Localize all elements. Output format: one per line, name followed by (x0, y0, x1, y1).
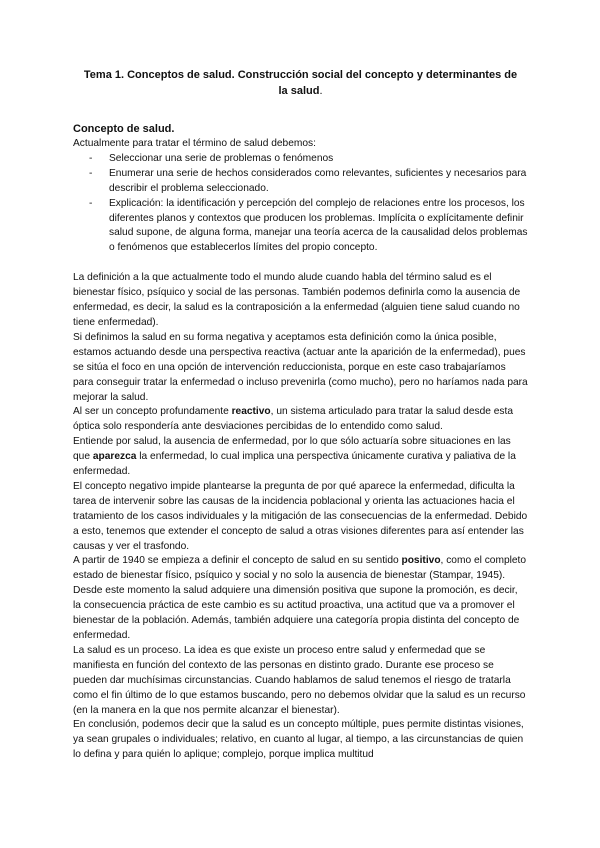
bullet-item (89, 197, 528, 257)
bullet-text: Enumerar una serie de hechos considerados como relevantes, suficientes y necesarios para describir el problema seleccionado. (109, 167, 527, 194)
paragraph-text: Al ser un concepto profundamente (73, 406, 232, 418)
paragraph: La definición a la que actualmente todo el mundo alude cuando habla del término salud es el bienestar físico, psíquico y social de las personas. También podemos definirla como la ausencia de enfermedad, es decir, la salud es la contraposición a la enfermedad (alguien tiene salud cuando no tiene enfermedad). (73, 272, 521, 328)
paragraph-text: A partir de 1940 se empieza a definir el concepto de salud en su sentido (73, 555, 402, 567)
document-title-text: Tema 1. Conceptos de salud. Construcción social del concepto y determinantes de la salud (83, 69, 518, 97)
bullet-item (89, 152, 528, 167)
paragraph-text: Entiende por salud, la ausencia de enfermedad, por lo que sólo actuaría sobre situaciones en las que (73, 436, 511, 463)
bullet-marker: - (89, 197, 93, 209)
section-intro: Actualmente para tratar el término de salud debemos: (73, 138, 316, 149)
bullet-list (73, 152, 528, 256)
paragraph (73, 554, 528, 643)
emphasis-aparezca: aparezca (92, 451, 137, 463)
spacer (73, 256, 528, 271)
paragraph: En conclusión, podemos decir que la salud es un concepto múltiple, pues permite distintas visiones, ya sean grupales o individuales; relativo, en cuanto al lugar, al tiempo, a las circunstancias de quien lo defina y para quién lo aplique; complejo, porque implica multitud (73, 719, 524, 761)
document-title-period: . (319, 84, 323, 97)
document-title (73, 68, 528, 99)
paragraph (73, 435, 528, 480)
paragraph: La salud es un proceso. La idea es que existe un proceso entre salud y enfermedad que se manifiesta en función del contexto de las personas en distinto grado. Durante ese proceso se pueden dar muchísimas circunstancias. Cuando hablamos de salud tenemos el riesgo de tratarla como el fin último de lo que estamos buscando, pero no debemos olvidar que la salud es un recurso (en la manera en la que nos permite alcanzar el bienestar). (73, 644, 526, 716)
section-heading: Concepto de salud. (73, 123, 175, 135)
paragraph: Si definimos la salud en su forma negativa y aceptamos esta definición como la única posible, estamos actuando desde una perspectiva reactiva (actuar ante la aparición de la enfermedad), pues se sitúa el foco en una opción de intervención reduccionista, porque en este caso trabajaríamos para conseguir tratar la enfermedad o incluso prevenirla (como mucho), pero no haríamos nada para mejorar la salud. (73, 331, 528, 403)
paragraph (73, 405, 528, 435)
bullet-text: Seleccionar una serie de problemas o fenómenos (109, 152, 334, 164)
emphasis-reactivo: reactivo (231, 406, 271, 418)
paragraph-text: , como el completo estado de bienestar físico, psíquico y social y no solo la ausencia de bienestar (Stampar, 1945). Desde este momento la salud adquiere una dimensión positiva que supone la promoción, es decir, la consecuencia práctica de este cambio es su actitud proactiva, una actitud que va a promover el bienestar de la población. Además, también adquiere una categoría propia distinta del concepto de enfermedad. (73, 555, 527, 641)
paragraph-text: la enfermedad, lo cual implica una perspectiva únicamente curativa y paliativa de la enfermedad. (73, 451, 516, 478)
bullet-item (89, 167, 528, 197)
bullet-text: Explicación: la identificación y percepción del complejo de relaciones entre los procesos, los diferentes planos y contextos que producen los problemas. Implícita o explícitamente definir salud supone, de alguna forma, manejar una teoría acerca de la causalidad delos problemas o fenómenos que establecerlos límites del propio concepto. (109, 197, 528, 254)
bullet-marker: - (89, 167, 93, 179)
bullet-marker: - (89, 152, 93, 164)
paragraph: El concepto negativo impide plantearse la pregunta de por qué aparece la enfermedad, dificulta la tarea de intervenir sobre las causas de la incidencia poblacional y orienta las actuaciones hacia el tratamiento de los casos individuales y la mitigación de las consecuencias de la enfermedad. Debido a esto, tenemos que extender el concepto de salud a otras visiones diferentes para así entender las causas y ver el trasfondo. (73, 480, 528, 552)
emphasis-positivo: positivo (401, 555, 441, 567)
paragraph-text: , un sistema articulado para tratar la salud desde esta óptica solo respondería ante desviaciones percibidas de lo entendido como salud. (73, 406, 514, 433)
